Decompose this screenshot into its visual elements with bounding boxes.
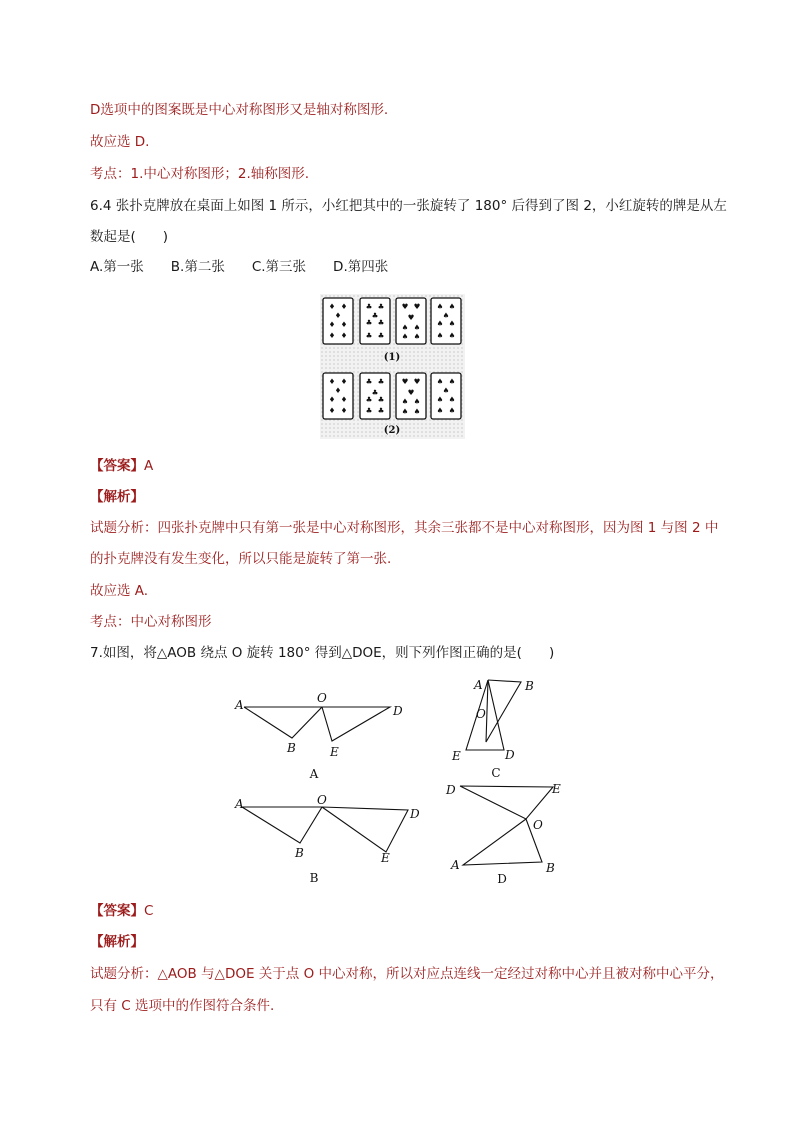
svg-text:♦: ♦	[328, 331, 336, 340]
label-c-B: B	[525, 679, 534, 693]
svg-text:♦: ♦	[340, 395, 348, 404]
svg-text:♣: ♣	[365, 302, 373, 311]
svg-text:♠: ♠	[448, 302, 456, 311]
answer-value: C	[144, 903, 154, 919]
cards-caption-1: (1)	[383, 352, 401, 363]
answer-value: A	[144, 458, 154, 474]
label-a-A: A	[235, 698, 244, 712]
question-6-options: A.第一张 B.第二张 C.第三张 D.第四张	[90, 259, 389, 275]
text-line-knowledge-point: 考点：1.中心对称图形；2.轴称图形.	[90, 166, 310, 182]
svg-text:♠: ♠	[401, 332, 409, 341]
svg-text:♣: ♣	[365, 318, 373, 327]
question-7-stem: 7.如图，将△AOB 绕点 O 旋转 180° 得到△DOE，则下列作图正确的是( )	[90, 645, 555, 661]
analysis-7-line-1: 试题分析：△AOB 与△DOE 关于点 O 中心对称，所以对应点连线一定经过对称中心并且被对称中心平分，	[90, 966, 724, 982]
svg-text:♥: ♥	[407, 313, 415, 322]
svg-text:♦: ♦	[340, 406, 348, 415]
caption-option-b: B	[309, 871, 319, 885]
svg-text:♣: ♣	[365, 395, 373, 404]
svg-text:♣: ♣	[371, 311, 379, 320]
svg-text:♣: ♣	[365, 406, 373, 415]
svg-text:♣: ♣	[365, 331, 373, 340]
svg-text:♠: ♠	[448, 395, 456, 404]
caption-option-d: D	[497, 872, 507, 886]
text-line-choose-d: 故应选 D.	[90, 134, 150, 150]
svg-text:♦: ♦	[328, 377, 336, 386]
svg-text:♥: ♥	[413, 377, 421, 386]
label-b-A: A	[235, 797, 244, 811]
question-6-stem: 6.4 张扑克牌放在桌面上如图 1 所示，小红把其中的一张旋转了 180° 后得到了图 2，小红旋转的牌是从左	[90, 198, 727, 214]
label-c-D: D	[505, 748, 515, 762]
label-d-E: E	[552, 782, 561, 796]
analysis-6-line-3: 故应选 A.	[90, 583, 149, 599]
label-b-B: B	[295, 846, 304, 860]
rotation-options-figure	[230, 672, 580, 887]
caption-option-c: C	[491, 766, 501, 780]
svg-text:♥: ♥	[407, 388, 415, 397]
svg-text:♠: ♠	[436, 319, 444, 328]
svg-text:♠: ♠	[448, 406, 456, 415]
analysis-6-tag: 【解析】	[90, 489, 144, 505]
analysis-6-line-2: 的扑克牌没有发生变化，所以只能是旋转了第一张.	[90, 551, 392, 567]
analysis-6-line-4: 考点：中心对称图形	[90, 614, 212, 630]
svg-text:♠: ♠	[442, 386, 450, 395]
analysis-7-tag: 【解析】	[90, 934, 144, 950]
label-d-D: D	[446, 783, 456, 797]
svg-text:♣: ♣	[377, 377, 385, 386]
text-line-d-option: D选项中的图案既是中心对称图形又是轴对称图形.	[90, 102, 389, 118]
svg-text:♦: ♦	[328, 395, 336, 404]
analysis-7-line-2: 只有 C 选项中的作图符合条件.	[90, 998, 275, 1014]
svg-text:♠: ♠	[401, 407, 409, 416]
label-d-A: A	[451, 858, 460, 872]
label-b-E: E	[381, 851, 390, 865]
svg-text:♦: ♦	[334, 311, 342, 320]
svg-text:♣: ♣	[377, 406, 385, 415]
svg-text:♥: ♥	[413, 302, 421, 311]
svg-text:♥: ♥	[401, 302, 409, 311]
svg-text:♠: ♠	[436, 331, 444, 340]
svg-text:♦: ♦	[328, 320, 336, 329]
svg-text:♠: ♠	[413, 323, 421, 332]
svg-text:♠: ♠	[413, 397, 421, 406]
svg-text:♠: ♠	[436, 377, 444, 386]
svg-text:♣: ♣	[371, 388, 379, 397]
svg-text:♣: ♣	[377, 302, 385, 311]
svg-text:♠: ♠	[436, 406, 444, 415]
svg-text:♠: ♠	[442, 311, 450, 320]
label-a-O: O	[317, 691, 327, 705]
svg-text:♦: ♦	[340, 331, 348, 340]
answer-6	[90, 456, 153, 476]
label-d-B: B	[546, 861, 555, 875]
svg-text:♠: ♠	[436, 395, 444, 404]
analysis-6-line-1: 试题分析：四张扑克牌中只有第一张是中心对称图形，其余三张都不是中心对称图形，因为图 1 与图 2 中	[90, 520, 719, 536]
svg-text:♣: ♣	[365, 377, 373, 386]
svg-text:♣: ♣	[377, 318, 385, 327]
svg-text:♣: ♣	[377, 395, 385, 404]
label-a-B: B	[287, 741, 296, 755]
svg-text:♠: ♠	[401, 397, 409, 406]
svg-text:♦: ♦	[340, 377, 348, 386]
svg-text:♦: ♦	[328, 302, 336, 311]
answer-tag: 【答案】	[90, 903, 144, 919]
svg-text:♥: ♥	[401, 377, 409, 386]
svg-text:♠: ♠	[436, 302, 444, 311]
svg-text:♠: ♠	[448, 319, 456, 328]
svg-text:♦: ♦	[340, 302, 348, 311]
label-a-E: E	[330, 745, 339, 759]
svg-text:♣: ♣	[377, 331, 385, 340]
label-c-E: E	[452, 749, 461, 763]
svg-text:♦: ♦	[334, 386, 342, 395]
label-c-O: O	[476, 707, 486, 721]
label-b-D: D	[410, 807, 420, 821]
svg-text:♠: ♠	[401, 323, 409, 332]
svg-text:♠: ♠	[413, 407, 421, 416]
svg-text:♦: ♦	[328, 406, 336, 415]
answer-tag: 【答案】	[90, 458, 144, 474]
question-6-stem-cont: 数起是( )	[90, 229, 169, 245]
label-c-A: A	[474, 678, 483, 692]
label-a-D: D	[393, 704, 403, 718]
svg-text:♠: ♠	[413, 332, 421, 341]
label-b-O: O	[317, 793, 327, 807]
svg-text:♦: ♦	[340, 320, 348, 329]
playing-cards-figure	[320, 294, 465, 439]
label-d-O: O	[533, 818, 543, 832]
svg-text:♠: ♠	[448, 331, 456, 340]
cards-caption-2: (2)	[383, 425, 401, 436]
caption-option-a: A	[309, 767, 319, 781]
svg-text:♠: ♠	[448, 377, 456, 386]
answer-7	[90, 901, 153, 921]
